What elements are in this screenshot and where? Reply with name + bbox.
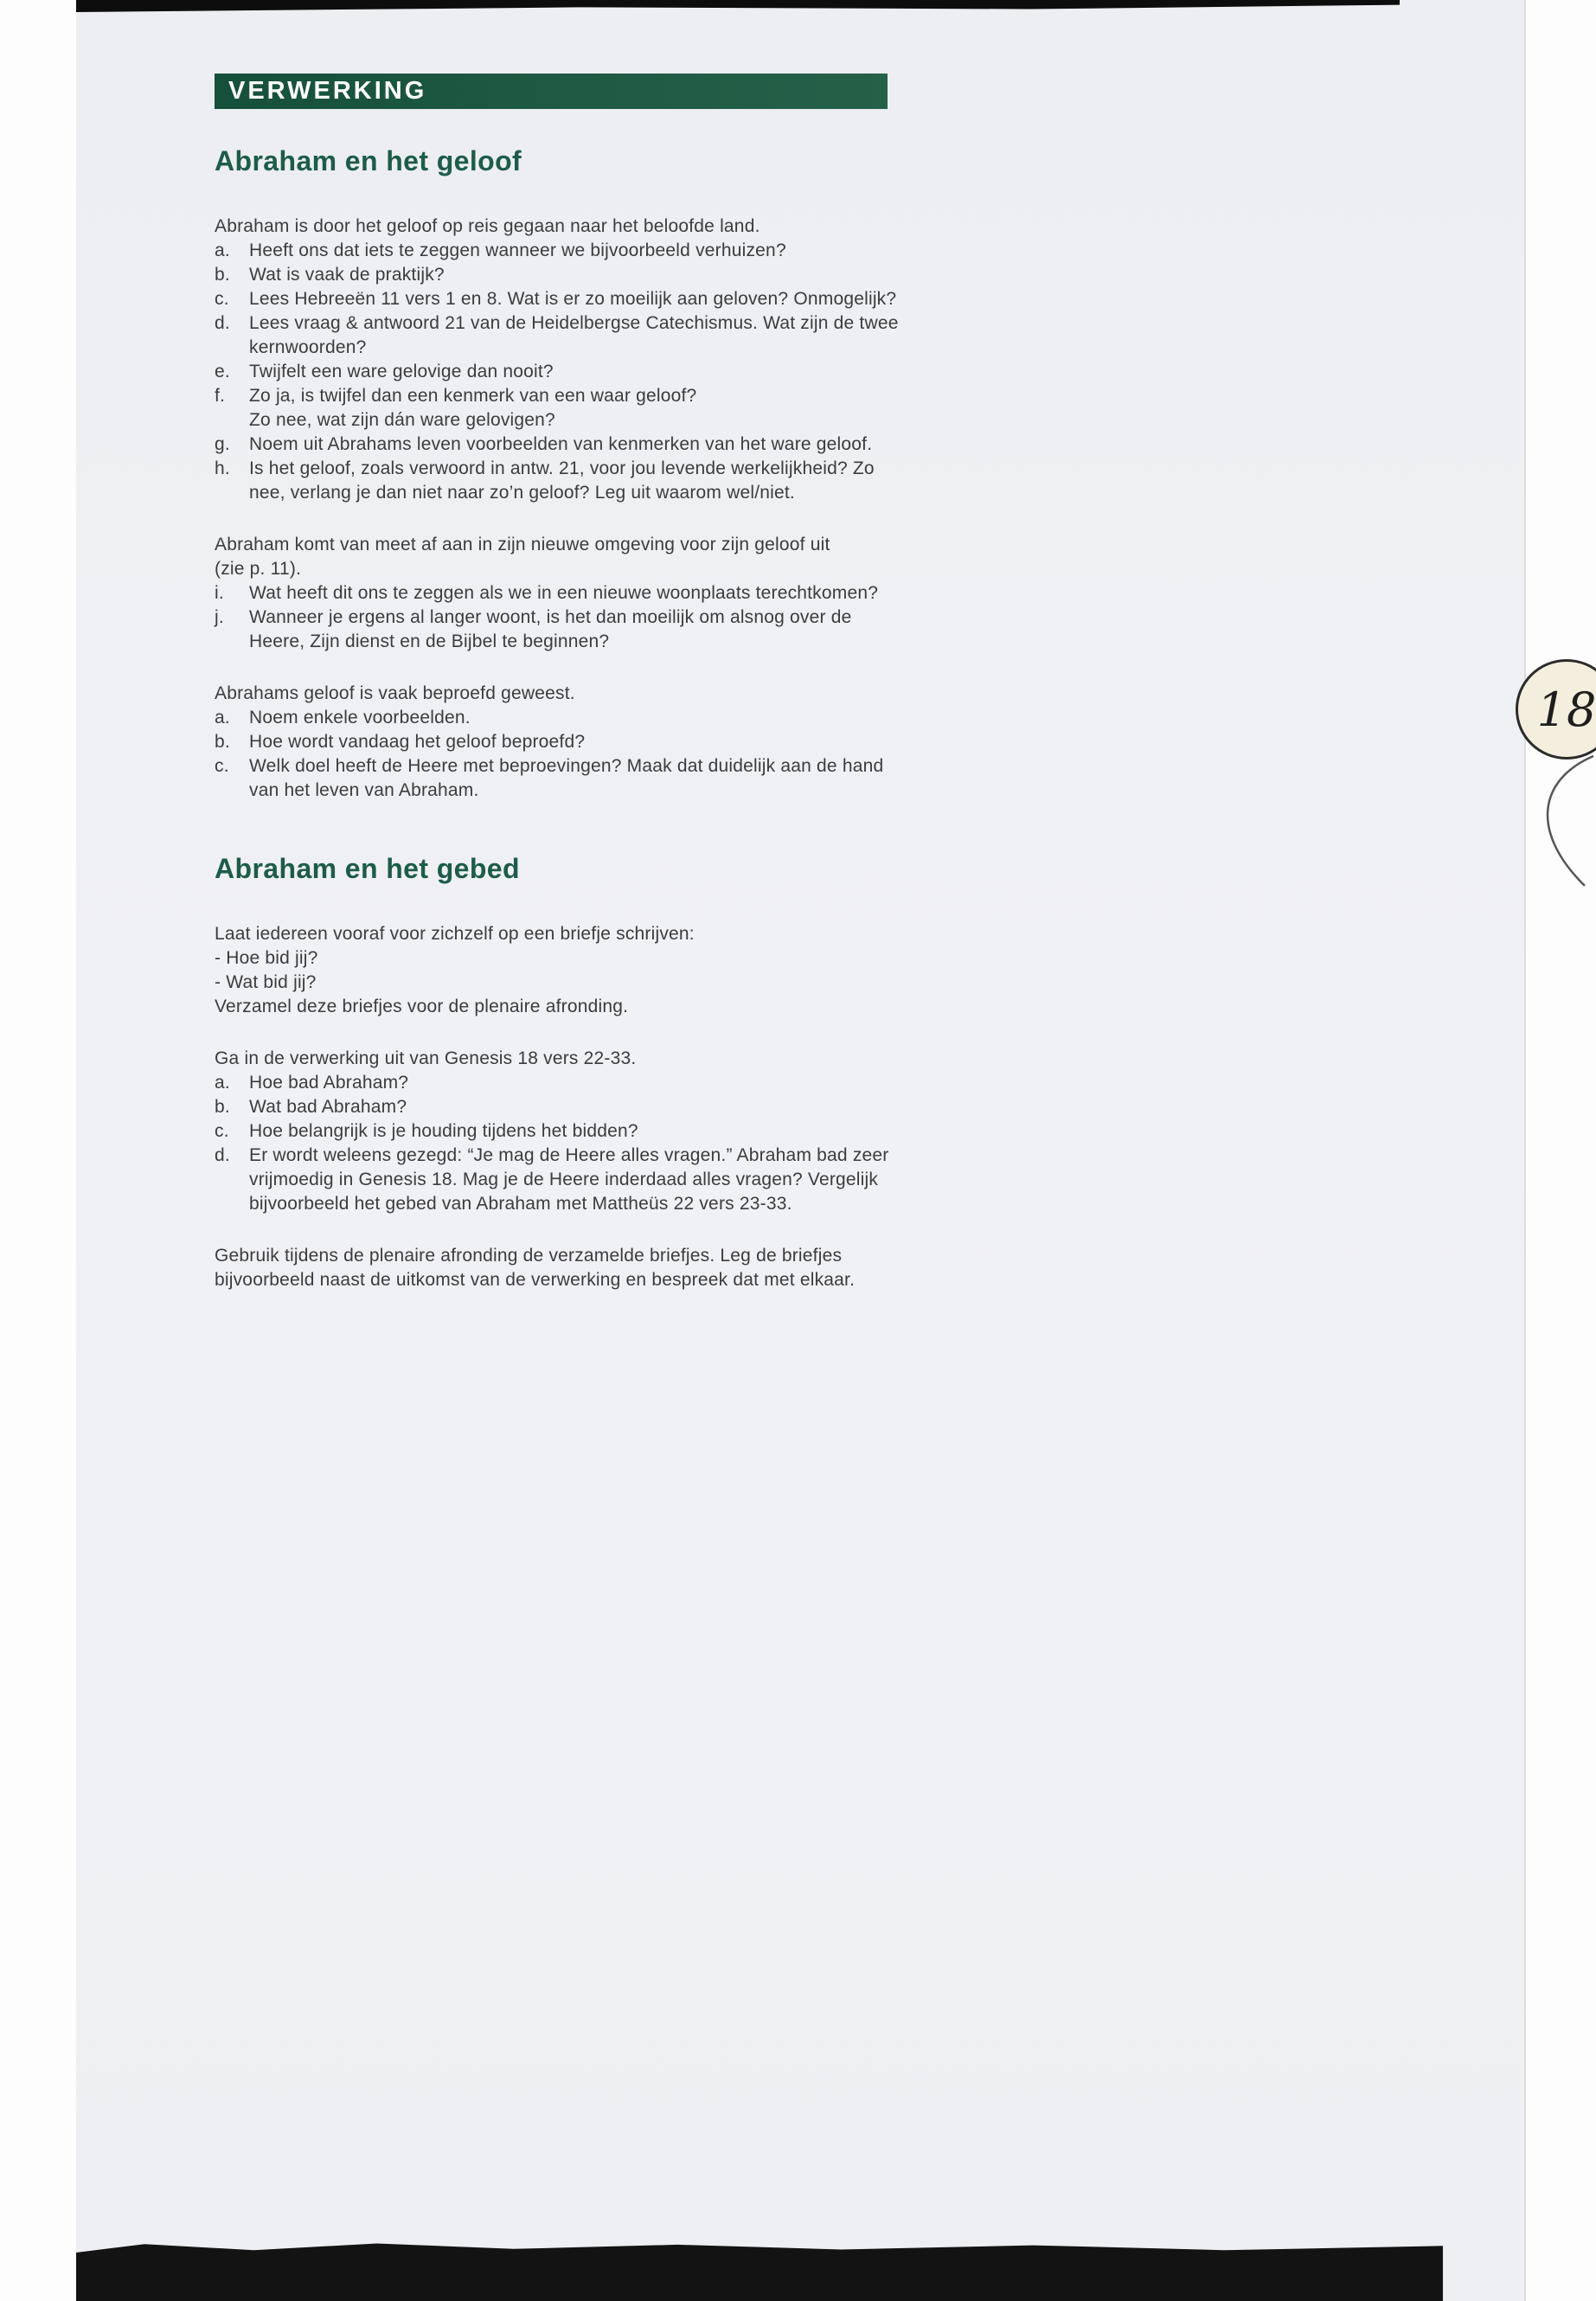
list-item bbox=[215, 754, 907, 803]
document-section bbox=[215, 145, 907, 803]
paragraph-line: Gebruik tijdens de plenaire afronding de verzamelde briefjes. Leg de briefjes bijvoorbeeld naast de uitkomst van de verwerking en bespreek dat met elkaar. bbox=[215, 1246, 856, 1290]
list-item-text: Hoe bad Abraham? bbox=[249, 1073, 409, 1093]
list-marker: g. bbox=[215, 434, 230, 454]
scan-bottom-edge bbox=[76, 2240, 1443, 2301]
list-marker: a. bbox=[215, 708, 230, 727]
list-marker: b. bbox=[215, 732, 230, 752]
list-marker: a. bbox=[215, 240, 230, 260]
paragraph bbox=[215, 1244, 907, 1292]
list-item bbox=[215, 408, 907, 433]
section-title: Abraham en het geloof bbox=[215, 145, 522, 176]
page-curl-line bbox=[1491, 749, 1596, 892]
list-item bbox=[215, 360, 907, 384]
document-section bbox=[215, 853, 907, 1292]
list-item-text: Twijfelt een ware gelovige dan nooit? bbox=[249, 362, 554, 381]
list-item-text: Wat bad Abraham? bbox=[249, 1097, 407, 1117]
paragraph-line: Laat iedereen vooraf voor zichzelf op een briefje schrijven: bbox=[215, 924, 695, 944]
list-item bbox=[215, 1071, 907, 1095]
banner-label: VERWERKING bbox=[228, 77, 427, 105]
paragraph-line: Abrahams geloof is vaak beproefd geweest. bbox=[215, 683, 575, 703]
list-item-text: Heeft ons dat iets te zeggen wanneer we bijvoorbeeld verhuizen? bbox=[249, 240, 786, 260]
list-item-text: Wat heeft dit ons te zeggen als we in een nieuwe woonplaats terechtkomen? bbox=[249, 583, 879, 603]
list-marker: e. bbox=[215, 362, 230, 381]
list-item bbox=[215, 433, 907, 457]
paragraph bbox=[215, 533, 907, 581]
list-item-text: Is het geloof, zoals verwoord in antw. 21, voor jou levende werkelijkheid? Zo nee, verlang je dan niet naar zo’n geloof? Leg uit waarom wel/niet. bbox=[249, 458, 875, 503]
list-item bbox=[215, 239, 907, 263]
list-item-text: Wat is vaak de praktijk? bbox=[249, 265, 445, 285]
list-marker: b. bbox=[215, 265, 230, 285]
section-title: Abraham en het gebed bbox=[215, 853, 520, 884]
paragraph bbox=[215, 922, 907, 1019]
paragraph bbox=[215, 1047, 907, 1071]
list-marker: d. bbox=[215, 1145, 230, 1165]
list-item-text: Noem uit Abrahams leven voorbeelden van kenmerken van het ware geloof. bbox=[249, 434, 873, 454]
list-marker: d. bbox=[215, 313, 230, 333]
list-item bbox=[215, 706, 907, 730]
list-item bbox=[215, 263, 907, 287]
list-item bbox=[215, 1095, 907, 1119]
paragraph-line: (zie p. 11). bbox=[215, 559, 302, 579]
list-marker: c. bbox=[215, 289, 229, 309]
paragraph bbox=[215, 215, 907, 239]
list-marker: b. bbox=[215, 1097, 230, 1117]
list-item bbox=[215, 287, 907, 311]
list-marker: c. bbox=[215, 756, 229, 776]
list-item-text: Lees Hebreeën 11 vers 1 en 8. Wat is er zo moeilijk aan geloven? Onmogelijk? bbox=[249, 289, 897, 309]
list-item bbox=[215, 384, 907, 408]
paragraph-line: Abraham komt van meet af aan in zijn nieuwe omgeving voor zijn geloof uit bbox=[215, 535, 830, 554]
list-item-text: Zo ja, is twijfel dan een kenmerk van een waar geloof? bbox=[249, 386, 697, 406]
list-item-text: Hoe belangrijk is je houding tijdens het bidden? bbox=[249, 1121, 638, 1141]
list-item bbox=[215, 730, 907, 754]
paragraph-line: Verzamel deze briefjes voor de plenaire afronding. bbox=[215, 997, 629, 1016]
paragraph-line: Ga in de verwerking uit van Genesis 18 vers 22-33. bbox=[215, 1048, 637, 1068]
list-item-text: Welk doel heeft de Heere met beproevingen? Maak dat duidelijk aan de hand van het leven van Abraham. bbox=[249, 756, 884, 800]
list-item bbox=[215, 457, 907, 505]
list-item bbox=[215, 581, 907, 606]
list-item-text: Zo nee, wat zijn dán ware gelovigen? bbox=[249, 410, 555, 430]
list-marker: h. bbox=[215, 458, 230, 478]
paragraph-line: - Hoe bid jij? bbox=[215, 948, 318, 968]
list-item-text: Hoe wordt vandaag het geloof beproefd? bbox=[249, 732, 586, 752]
list-item bbox=[215, 311, 907, 360]
lettered-list bbox=[215, 706, 907, 803]
list-item bbox=[215, 1119, 907, 1144]
lettered-list bbox=[215, 1071, 907, 1216]
list-marker: i. bbox=[215, 583, 224, 603]
section-banner bbox=[215, 74, 888, 109]
paragraph-line: Abraham is door het geloof op reis gegaan naar het beloofde land. bbox=[215, 216, 760, 236]
scan-top-edge bbox=[76, 0, 1400, 12]
page-number: 18 bbox=[1536, 682, 1596, 737]
lettered-list bbox=[215, 239, 907, 505]
lettered-list bbox=[215, 581, 907, 654]
list-item-text: Noem enkele voorbeelden. bbox=[249, 708, 471, 727]
list-item-text: Wanneer je ergens al langer woont, is het dan moeilijk om alsnog over de Heere, Zijn dienst en de Bijbel te beginnen? bbox=[249, 607, 852, 651]
list-marker: a. bbox=[215, 1073, 230, 1093]
page-content bbox=[215, 145, 907, 1292]
list-marker: c. bbox=[215, 1121, 229, 1141]
page-number-badge bbox=[1516, 659, 1596, 760]
list-item bbox=[215, 1144, 907, 1216]
list-item-text: Er wordt weleens gezegd: “Je mag de Heere alles vragen.” Abraham bad zeer vrijmoedig in Genesis 18. Mag je de Heere inderdaad alles vragen? Vergelijk bijvoorbeeld het gebed van Abraham met Mattheüs 22 vers 23-33. bbox=[249, 1145, 889, 1214]
paragraph-line: - Wat bid jij? bbox=[215, 972, 317, 992]
list-item bbox=[215, 606, 907, 654]
paragraph bbox=[215, 682, 907, 706]
list-marker: f. bbox=[215, 386, 226, 406]
list-item-text: Lees vraag & antwoord 21 van de Heidelbergse Catechismus. Wat zijn de twee kernwoorden? bbox=[249, 313, 899, 357]
document-page bbox=[76, 0, 1526, 2301]
list-marker: j. bbox=[215, 607, 224, 627]
